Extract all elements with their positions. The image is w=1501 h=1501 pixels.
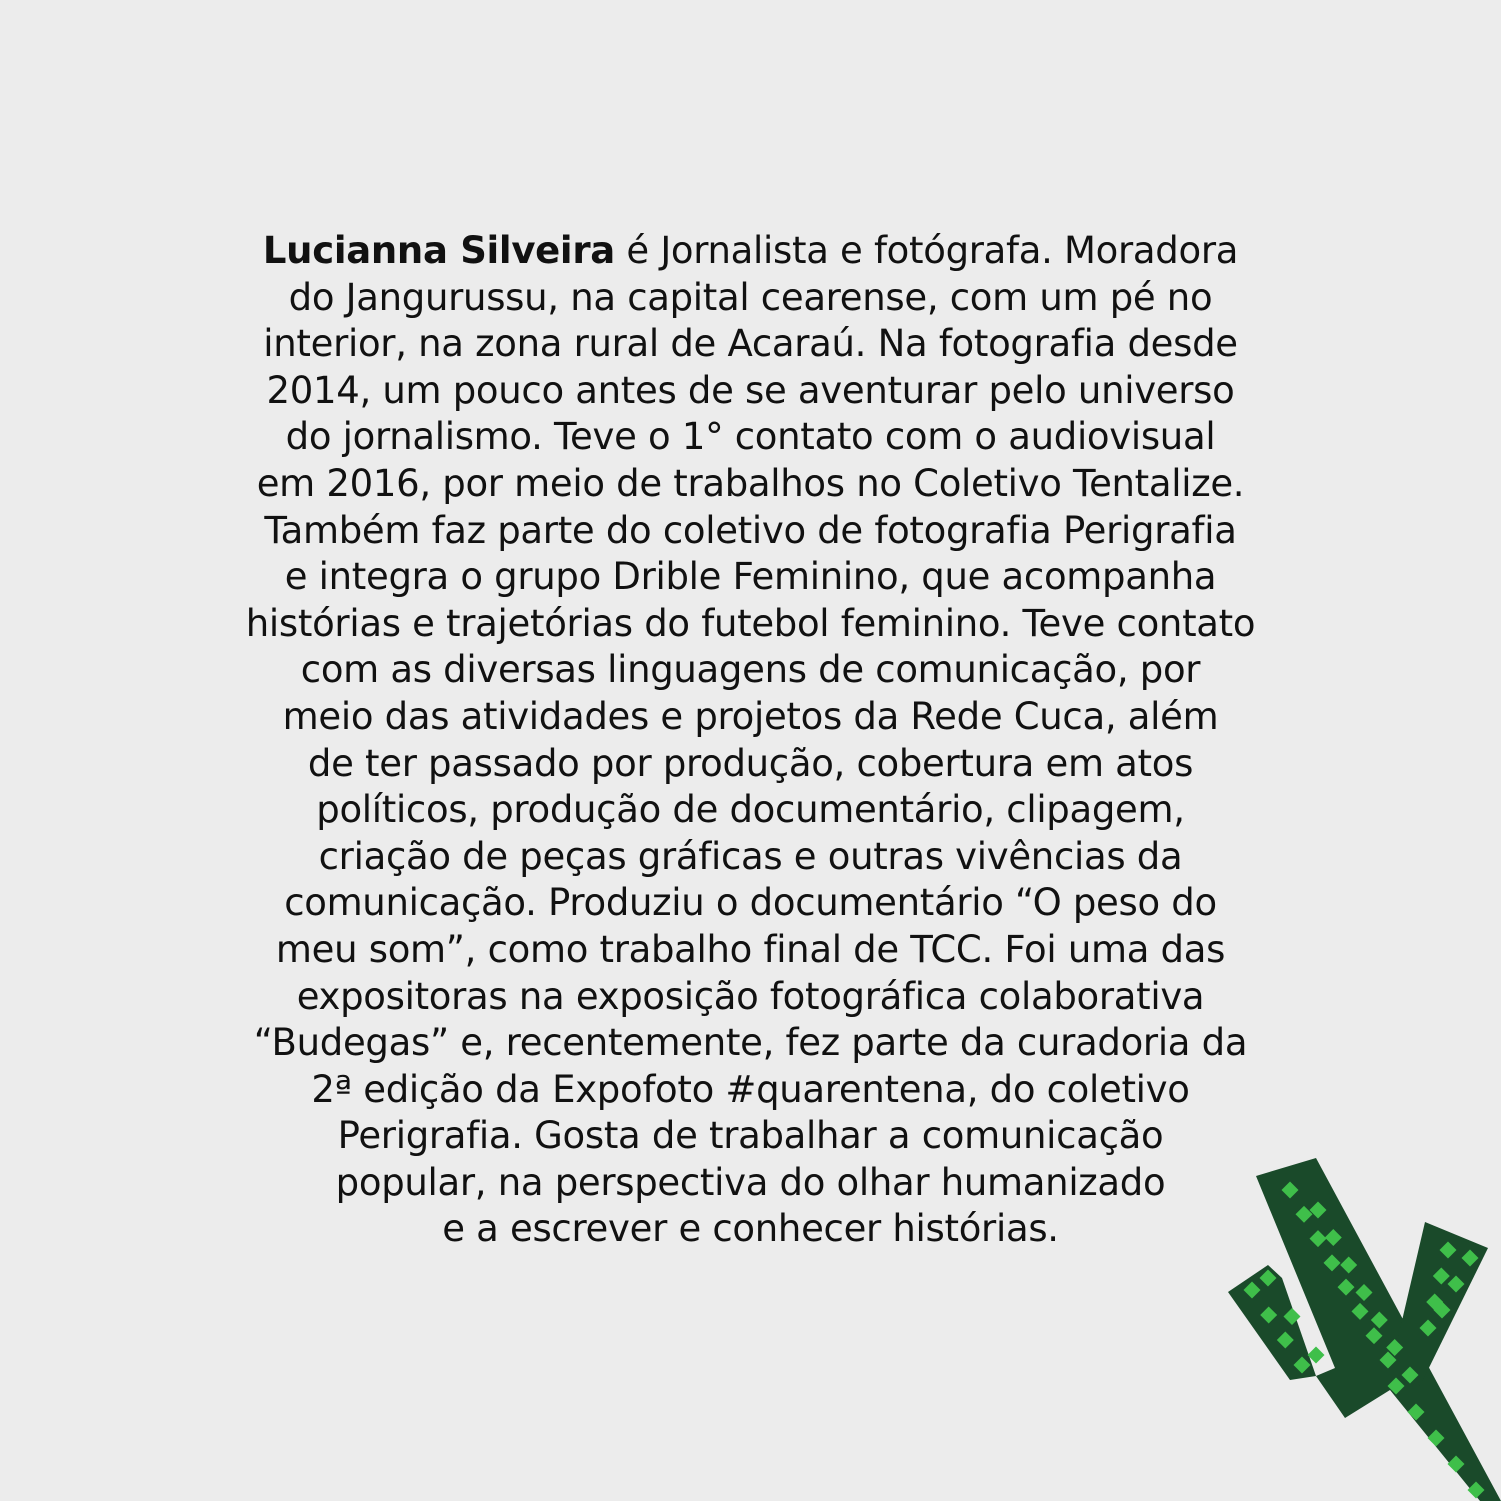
bio-line: Perigrafia. Gosta de trabalhar a comunicação [337,1114,1164,1158]
bio-line: histórias e trajetórias do futebol feminino. Teve contato [245,601,1256,645]
bio-name: Lucianna Silveira [262,229,615,272]
bio-line: 2ª edição da Expofoto #quarentena, do coletivo [311,1067,1190,1111]
bio-line: do Jangurussu, na capital cearense, com um pé no [288,275,1213,319]
bio-line: meio das atividades e projetos da Rede Cuca, além [282,694,1219,738]
bio-line: e integra o grupo Drible Feminino, que acompanha [284,555,1217,599]
bio-line: políticos, produção de documentário, clipagem, [316,788,1185,832]
bio-line: meu som”, como trabalho final de TCC. Foi uma das [275,927,1226,971]
cactus-icon [1220,1150,1501,1501]
bio-line: 2014, um pouco antes de se aventurar pelo universo [266,368,1235,412]
bio-line: de ter passado por produção, cobertura em atos [307,741,1194,785]
bio-line: interior, na zona rural de Acaraú. Na fotografia desde [263,322,1238,366]
bio-line: com as diversas linguagens de comunicação, por [300,648,1201,692]
bio-line: e a escrever e conhecer histórias. [442,1207,1059,1251]
bio-first-line-text: é Jornalista e fotógrafa. Moradora [614,229,1239,272]
bio-text [200,228,1301,1253]
bio-line: comunicação. Produziu o documentário “O peso do [284,881,1217,925]
bio-line: Também faz parte do coletivo de fotografia Perigrafia [264,508,1237,552]
bio-line: em 2016, por meio de trabalhos no Coletivo Tentalize. [256,461,1245,505]
bio-line: expositoras na exposição fotográfica colaborativa [296,974,1205,1018]
bio-line: popular, na perspectiva do olhar humanizado [335,1160,1166,1204]
bio-line: do jornalismo. Teve o 1° contato com o audiovisual [285,415,1216,459]
bio-line: “Budegas” e, recentemente, fez parte da curadoria da [253,1021,1248,1065]
bio-line: criação de peças gráficas e outras vivências da [318,834,1183,878]
bio-line-1 [200,228,1301,275]
